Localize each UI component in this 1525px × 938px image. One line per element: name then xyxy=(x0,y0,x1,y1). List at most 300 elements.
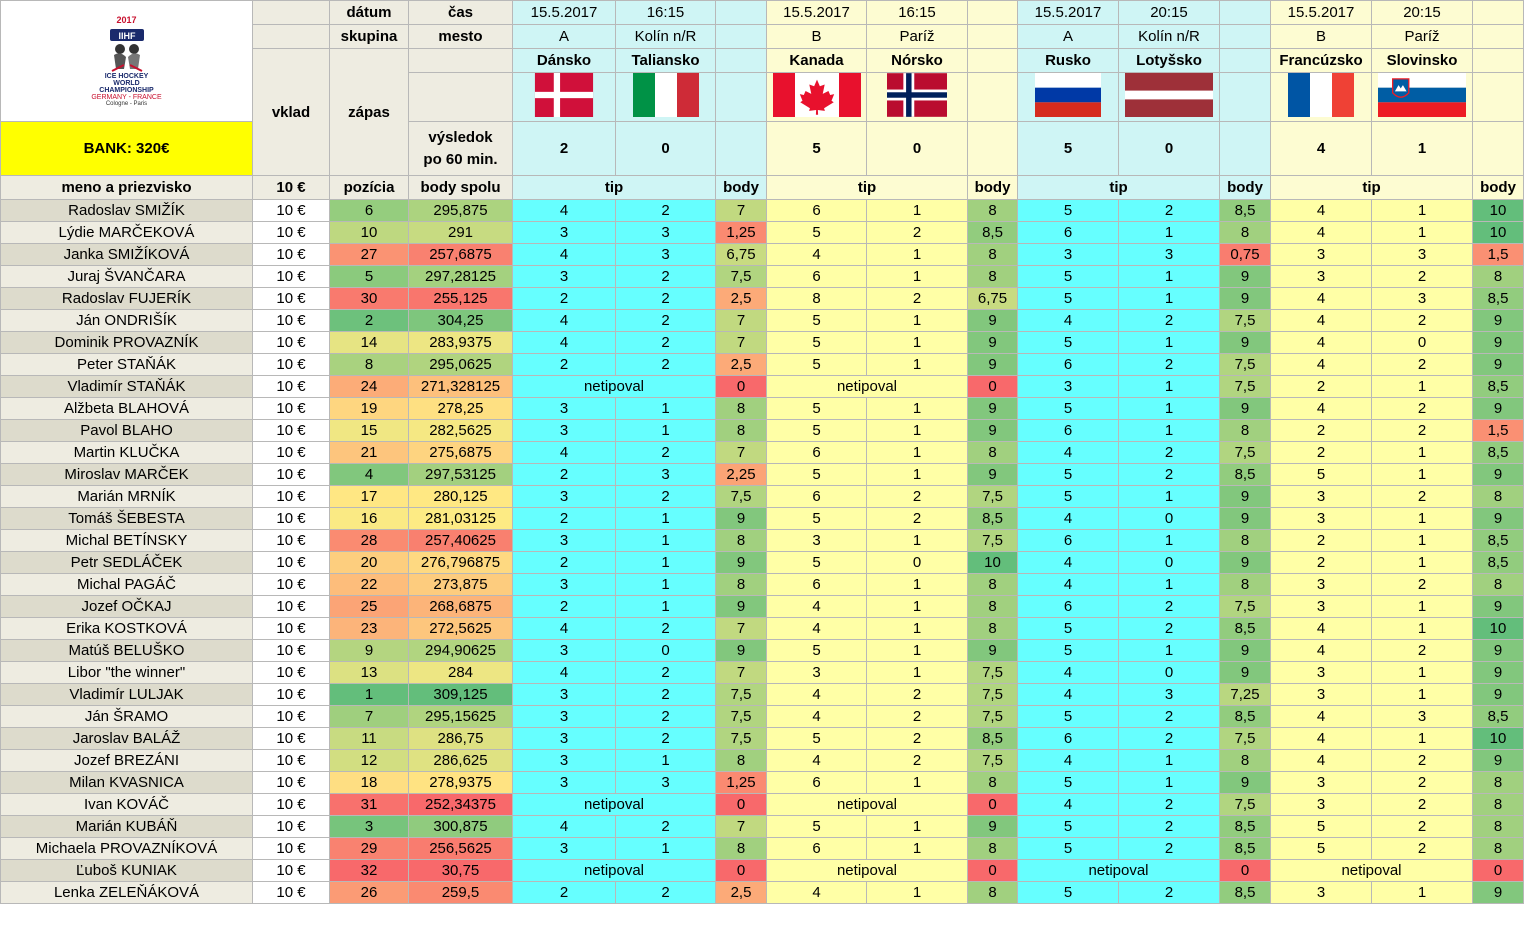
tip-home[interactable]: 2 xyxy=(1271,530,1372,552)
label-skupina[interactable]: skupina xyxy=(330,25,409,49)
tip-home[interactable]: 4 xyxy=(513,244,616,266)
tip-away[interactable]: 1 xyxy=(616,574,716,596)
col-header-name[interactable]: meno a priezvisko xyxy=(1,176,253,200)
tip-home[interactable]: 2 xyxy=(513,552,616,574)
tip-away[interactable]: 2 xyxy=(867,684,968,706)
player-name[interactable]: Ján ŠRAMO xyxy=(1,706,253,728)
tip-home[interactable]: 3 xyxy=(1271,596,1372,618)
home-flag-cell[interactable] xyxy=(513,73,616,122)
tip-home[interactable]: 6 xyxy=(1018,530,1119,552)
away-score[interactable]: 0 xyxy=(1119,122,1220,176)
player-stake[interactable]: 10 € xyxy=(253,882,330,904)
match-points[interactable]: 7,5 xyxy=(1220,596,1271,618)
tip-away[interactable]: 2 xyxy=(1372,266,1473,288)
tip-away[interactable]: 1 xyxy=(1119,640,1220,662)
player-total[interactable]: 300,875 xyxy=(409,816,513,838)
match-points[interactable]: 8,5 xyxy=(1220,618,1271,640)
tip-away[interactable]: 1 xyxy=(1119,486,1220,508)
match-points[interactable]: 7,5 xyxy=(1220,354,1271,376)
tip-away[interactable]: 1 xyxy=(1119,772,1220,794)
player-total[interactable]: 278,25 xyxy=(409,398,513,420)
match-points[interactable]: 8,5 xyxy=(1220,838,1271,860)
match-points[interactable]: 1,25 xyxy=(716,772,767,794)
match-points[interactable]: 1,5 xyxy=(1473,244,1524,266)
tip-home[interactable]: 3 xyxy=(513,398,616,420)
label-cas[interactable]: čas xyxy=(409,1,513,25)
tip-away[interactable]: 2 xyxy=(867,728,968,750)
player-total[interactable]: 255,125 xyxy=(409,288,513,310)
player-name[interactable]: Ľuboš KUNIAK xyxy=(1,860,253,882)
tip-away[interactable]: 2 xyxy=(1372,794,1473,816)
tip-home[interactable]: 4 xyxy=(1018,684,1119,706)
tip-away[interactable]: 2 xyxy=(616,816,716,838)
tip-away[interactable]: 3 xyxy=(1372,706,1473,728)
match-points[interactable]: 0,75 xyxy=(1220,244,1271,266)
label-datum[interactable]: dátum xyxy=(330,1,409,25)
match-points[interactable]: 8,5 xyxy=(1220,816,1271,838)
tip-home[interactable]: 3 xyxy=(513,266,616,288)
tip-away[interactable]: 2 xyxy=(616,662,716,684)
match-points[interactable]: 7,5 xyxy=(968,684,1018,706)
tip-away[interactable]: 1 xyxy=(1119,574,1220,596)
tip-away[interactable]: 2 xyxy=(616,882,716,904)
match-points[interactable]: 8 xyxy=(968,266,1018,288)
match-points[interactable]: 7,5 xyxy=(1220,794,1271,816)
tip-away[interactable]: 2 xyxy=(1119,728,1220,750)
match-points[interactable]: 9 xyxy=(1473,684,1524,706)
tip-home[interactable]: 5 xyxy=(1018,618,1119,640)
player-name[interactable]: Petr SEDLÁČEK xyxy=(1,552,253,574)
match-points[interactable]: 8,5 xyxy=(1220,464,1271,486)
col-header-tip[interactable]: tip xyxy=(1271,176,1473,200)
tip-home[interactable]: 2 xyxy=(1271,376,1372,398)
player-position[interactable]: 2 xyxy=(330,310,409,332)
no-tip[interactable]: netipoval xyxy=(1271,860,1473,882)
tip-away[interactable]: 2 xyxy=(1119,816,1220,838)
match-points[interactable]: 2,25 xyxy=(716,464,767,486)
player-name[interactable]: Matúš BELUŠKO xyxy=(1,640,253,662)
tip-home[interactable]: 5 xyxy=(767,310,867,332)
match-points[interactable]: 7,5 xyxy=(716,728,767,750)
match-time[interactable]: 20:15 xyxy=(1119,1,1220,25)
tip-away[interactable]: 1 xyxy=(1119,750,1220,772)
match-points[interactable]: 10 xyxy=(968,552,1018,574)
header-empty[interactable] xyxy=(253,25,330,49)
match-points[interactable]: 9 xyxy=(716,596,767,618)
tip-home[interactable]: 5 xyxy=(1018,486,1119,508)
match-points[interactable]: 9 xyxy=(968,640,1018,662)
tip-away[interactable]: 1 xyxy=(867,640,968,662)
match-points[interactable]: 9 xyxy=(716,552,767,574)
match-points[interactable]: 8,5 xyxy=(968,728,1018,750)
tip-away[interactable]: 1 xyxy=(1372,530,1473,552)
match-points[interactable]: 10 xyxy=(1473,618,1524,640)
player-stake[interactable]: 10 € xyxy=(253,706,330,728)
tip-home[interactable]: 4 xyxy=(513,816,616,838)
tip-away[interactable]: 2 xyxy=(1372,772,1473,794)
header-empty[interactable] xyxy=(1473,49,1524,73)
tip-home[interactable]: 5 xyxy=(767,420,867,442)
away-flag-cell[interactable] xyxy=(1372,73,1473,122)
player-stake[interactable]: 10 € xyxy=(253,508,330,530)
tip-home[interactable]: 4 xyxy=(1018,574,1119,596)
tip-home[interactable]: 3 xyxy=(1018,244,1119,266)
match-points[interactable]: 9 xyxy=(1473,640,1524,662)
player-stake[interactable]: 10 € xyxy=(253,772,330,794)
player-position[interactable]: 3 xyxy=(330,816,409,838)
player-position[interactable]: 25 xyxy=(330,596,409,618)
player-name[interactable]: Tomáš ŠEBESTA xyxy=(1,508,253,530)
tip-away[interactable]: 1 xyxy=(616,398,716,420)
tip-home[interactable]: 4 xyxy=(1271,310,1372,332)
tip-home[interactable]: 5 xyxy=(767,398,867,420)
tip-away[interactable]: 1 xyxy=(867,464,968,486)
tip-home[interactable]: 4 xyxy=(1271,288,1372,310)
tip-home[interactable]: 3 xyxy=(1271,684,1372,706)
match-points[interactable]: 9 xyxy=(968,310,1018,332)
tip-away[interactable]: 1 xyxy=(1372,200,1473,222)
tip-home[interactable]: 4 xyxy=(767,596,867,618)
player-stake[interactable]: 10 € xyxy=(253,420,330,442)
tip-away[interactable]: 1 xyxy=(867,332,968,354)
match-points[interactable]: 8,5 xyxy=(1473,552,1524,574)
tip-away[interactable]: 1 xyxy=(867,574,968,596)
match-points[interactable]: 9 xyxy=(1473,662,1524,684)
match-points[interactable]: 8,5 xyxy=(1473,288,1524,310)
match-points[interactable]: 0 xyxy=(968,794,1018,816)
home-team[interactable]: Kanada xyxy=(767,49,867,73)
header-empty[interactable] xyxy=(968,1,1018,25)
header-empty[interactable] xyxy=(968,122,1018,176)
tip-away[interactable]: 0 xyxy=(867,552,968,574)
tip-home[interactable]: 2 xyxy=(1271,420,1372,442)
tip-away[interactable]: 1 xyxy=(867,838,968,860)
match-points[interactable]: 8 xyxy=(1220,574,1271,596)
label-vklad[interactable]: vklad xyxy=(253,49,330,176)
tip-away[interactable]: 1 xyxy=(1372,882,1473,904)
tip-home[interactable]: 6 xyxy=(767,772,867,794)
tip-away[interactable]: 0 xyxy=(1119,552,1220,574)
match-points[interactable]: 9 xyxy=(716,508,767,530)
match-group[interactable]: B xyxy=(767,25,867,49)
tip-home[interactable]: 6 xyxy=(767,486,867,508)
tip-home[interactable]: 3 xyxy=(1271,574,1372,596)
col-header-total[interactable]: body spolu xyxy=(409,176,513,200)
tip-away[interactable]: 2 xyxy=(616,618,716,640)
tip-home[interactable]: 3 xyxy=(1271,244,1372,266)
player-name[interactable]: Lýdie MARČEKOVÁ xyxy=(1,222,253,244)
player-total[interactable]: 257,6875 xyxy=(409,244,513,266)
player-name[interactable]: Jozef OČKAJ xyxy=(1,596,253,618)
away-score[interactable]: 0 xyxy=(867,122,968,176)
player-position[interactable]: 30 xyxy=(330,288,409,310)
tip-away[interactable]: 2 xyxy=(616,200,716,222)
player-total[interactable]: 291 xyxy=(409,222,513,244)
home-score[interactable]: 4 xyxy=(1271,122,1372,176)
player-position[interactable]: 15 xyxy=(330,420,409,442)
player-total[interactable]: 256,5625 xyxy=(409,838,513,860)
player-stake[interactable]: 10 € xyxy=(253,464,330,486)
player-position[interactable]: 7 xyxy=(330,706,409,728)
tip-home[interactable]: 5 xyxy=(767,640,867,662)
match-points[interactable]: 8 xyxy=(716,574,767,596)
match-points[interactable]: 7,5 xyxy=(968,750,1018,772)
tip-away[interactable]: 2 xyxy=(1372,838,1473,860)
tip-home[interactable]: 4 xyxy=(1271,728,1372,750)
tip-away[interactable]: 1 xyxy=(867,310,968,332)
match-points[interactable]: 9 xyxy=(968,816,1018,838)
match-points[interactable]: 7 xyxy=(716,816,767,838)
home-team[interactable]: Rusko xyxy=(1018,49,1119,73)
tip-away[interactable]: 2 xyxy=(1119,882,1220,904)
match-points[interactable]: 1,25 xyxy=(716,222,767,244)
player-stake[interactable]: 10 € xyxy=(253,398,330,420)
no-tip[interactable]: netipoval xyxy=(767,794,968,816)
tip-away[interactable]: 2 xyxy=(1119,354,1220,376)
player-stake[interactable]: 10 € xyxy=(253,310,330,332)
tip-home[interactable]: 4 xyxy=(767,618,867,640)
col-header-stake[interactable]: 10 € xyxy=(253,176,330,200)
tip-home[interactable]: 5 xyxy=(1018,640,1119,662)
tip-home[interactable]: 4 xyxy=(513,332,616,354)
tip-away[interactable]: 0 xyxy=(1119,662,1220,684)
header-empty[interactable] xyxy=(716,122,767,176)
tip-away[interactable]: 2 xyxy=(1119,618,1220,640)
tip-away[interactable]: 3 xyxy=(1372,288,1473,310)
player-total[interactable]: 283,9375 xyxy=(409,332,513,354)
match-points[interactable]: 7,5 xyxy=(716,266,767,288)
match-points[interactable]: 9 xyxy=(1220,266,1271,288)
home-score[interactable]: 2 xyxy=(513,122,616,176)
header-empty[interactable] xyxy=(409,49,513,73)
tip-home[interactable]: 6 xyxy=(1018,728,1119,750)
match-points[interactable]: 0 xyxy=(1220,860,1271,882)
tip-away[interactable]: 1 xyxy=(867,244,968,266)
match-points[interactable]: 7 xyxy=(716,310,767,332)
match-group[interactable]: A xyxy=(1018,25,1119,49)
match-points[interactable]: 9 xyxy=(1220,486,1271,508)
match-points[interactable]: 8,5 xyxy=(1473,442,1524,464)
away-team[interactable]: Slovinsko xyxy=(1372,49,1473,73)
tip-away[interactable]: 2 xyxy=(1119,596,1220,618)
match-points[interactable]: 2,5 xyxy=(716,354,767,376)
home-score[interactable]: 5 xyxy=(767,122,867,176)
match-points[interactable]: 8 xyxy=(1220,420,1271,442)
player-stake[interactable]: 10 € xyxy=(253,640,330,662)
player-name[interactable]: Vladimír STAŇÁK xyxy=(1,376,253,398)
match-points[interactable]: 8 xyxy=(1473,838,1524,860)
match-points[interactable]: 1,5 xyxy=(1473,420,1524,442)
match-points[interactable]: 8 xyxy=(968,838,1018,860)
tip-home[interactable]: 5 xyxy=(1018,706,1119,728)
tip-home[interactable]: 5 xyxy=(1271,838,1372,860)
tip-home[interactable]: 4 xyxy=(767,244,867,266)
no-tip[interactable]: netipoval xyxy=(767,860,968,882)
player-position[interactable]: 14 xyxy=(330,332,409,354)
match-points[interactable]: 8,5 xyxy=(1220,706,1271,728)
tip-home[interactable]: 6 xyxy=(1018,354,1119,376)
match-points[interactable]: 9 xyxy=(1473,464,1524,486)
match-points[interactable]: 6,75 xyxy=(716,244,767,266)
match-points[interactable]: 2,5 xyxy=(716,882,767,904)
match-points[interactable]: 8 xyxy=(716,750,767,772)
player-total[interactable]: 304,25 xyxy=(409,310,513,332)
player-total[interactable]: 271,328125 xyxy=(409,376,513,398)
tip-home[interactable]: 3 xyxy=(1271,794,1372,816)
tip-home[interactable]: 6 xyxy=(767,838,867,860)
no-tip[interactable]: netipoval xyxy=(767,376,968,398)
no-tip[interactable]: netipoval xyxy=(513,794,716,816)
tip-home[interactable]: 4 xyxy=(1018,794,1119,816)
match-points[interactable]: 9 xyxy=(1220,552,1271,574)
player-stake[interactable]: 10 € xyxy=(253,728,330,750)
match-points[interactable]: 7,5 xyxy=(716,684,767,706)
tip-away[interactable]: 2 xyxy=(616,442,716,464)
tip-home[interactable]: 8 xyxy=(767,288,867,310)
match-points[interactable]: 9 xyxy=(968,420,1018,442)
match-points[interactable]: 7,5 xyxy=(1220,310,1271,332)
header-empty[interactable] xyxy=(716,73,767,122)
match-points[interactable]: 0 xyxy=(1473,860,1524,882)
home-team[interactable]: Francúzsko xyxy=(1271,49,1372,73)
match-points[interactable]: 2,5 xyxy=(716,288,767,310)
match-points[interactable]: 9 xyxy=(1473,398,1524,420)
match-points[interactable]: 8 xyxy=(968,882,1018,904)
player-total[interactable]: 257,40625 xyxy=(409,530,513,552)
header-empty[interactable] xyxy=(1220,49,1271,73)
tip-home[interactable]: 5 xyxy=(767,816,867,838)
tip-away[interactable]: 1 xyxy=(867,596,968,618)
tip-away[interactable]: 1 xyxy=(1372,442,1473,464)
match-date[interactable]: 15.5.2017 xyxy=(513,1,616,25)
match-points[interactable]: 0 xyxy=(968,376,1018,398)
match-points[interactable]: 9 xyxy=(1473,596,1524,618)
header-empty[interactable] xyxy=(1220,25,1271,49)
tip-away[interactable]: 1 xyxy=(867,442,968,464)
tip-away[interactable]: 2 xyxy=(616,266,716,288)
match-points[interactable]: 8 xyxy=(1473,816,1524,838)
match-points[interactable]: 0 xyxy=(968,860,1018,882)
tip-home[interactable]: 6 xyxy=(1018,420,1119,442)
label-zapas[interactable]: zápas xyxy=(330,49,409,176)
match-points[interactable]: 8 xyxy=(968,618,1018,640)
tip-away[interactable]: 2 xyxy=(867,222,968,244)
tip-away[interactable]: 1 xyxy=(867,266,968,288)
player-stake[interactable]: 10 € xyxy=(253,838,330,860)
match-city[interactable]: Kolín n/R xyxy=(616,25,716,49)
tip-away[interactable]: 2 xyxy=(867,750,968,772)
match-points[interactable]: 7,5 xyxy=(716,486,767,508)
match-points[interactable]: 7,5 xyxy=(1220,442,1271,464)
tip-away[interactable]: 1 xyxy=(616,838,716,860)
tip-home[interactable]: 5 xyxy=(767,728,867,750)
tip-away[interactable]: 3 xyxy=(616,222,716,244)
match-points[interactable]: 9 xyxy=(1473,354,1524,376)
away-flag-cell[interactable] xyxy=(1119,73,1220,122)
player-position[interactable]: 27 xyxy=(330,244,409,266)
header-empty[interactable] xyxy=(1473,25,1524,49)
match-group[interactable]: B xyxy=(1271,25,1372,49)
tip-home[interactable]: 4 xyxy=(767,750,867,772)
match-points[interactable]: 7,5 xyxy=(968,530,1018,552)
player-name[interactable]: Jozef BREZÁNI xyxy=(1,750,253,772)
tip-home[interactable]: 5 xyxy=(767,508,867,530)
tip-away[interactable]: 1 xyxy=(867,200,968,222)
player-stake[interactable]: 10 € xyxy=(253,816,330,838)
tip-home[interactable]: 3 xyxy=(513,420,616,442)
player-position[interactable]: 16 xyxy=(330,508,409,530)
player-position[interactable]: 8 xyxy=(330,354,409,376)
tip-away[interactable]: 0 xyxy=(1119,508,1220,530)
tip-home[interactable]: 3 xyxy=(767,662,867,684)
header-empty[interactable] xyxy=(968,73,1018,122)
tip-home[interactable]: 5 xyxy=(1018,816,1119,838)
player-stake[interactable]: 10 € xyxy=(253,860,330,882)
match-city[interactable]: Paríž xyxy=(867,25,968,49)
header-empty[interactable] xyxy=(968,25,1018,49)
player-total[interactable]: 282,5625 xyxy=(409,420,513,442)
player-total[interactable]: 286,75 xyxy=(409,728,513,750)
player-total[interactable]: 278,9375 xyxy=(409,772,513,794)
match-time[interactable]: 16:15 xyxy=(867,1,968,25)
header-empty[interactable] xyxy=(1473,73,1524,122)
match-date[interactable]: 15.5.2017 xyxy=(1271,1,1372,25)
tip-away[interactable]: 3 xyxy=(616,772,716,794)
away-flag-cell[interactable] xyxy=(616,73,716,122)
tip-home[interactable]: 4 xyxy=(1271,222,1372,244)
no-tip[interactable]: netipoval xyxy=(513,376,716,398)
player-name[interactable]: Michal PAGÁČ xyxy=(1,574,253,596)
player-position[interactable]: 23 xyxy=(330,618,409,640)
tip-away[interactable]: 1 xyxy=(1119,288,1220,310)
tip-away[interactable]: 1 xyxy=(616,596,716,618)
match-points[interactable]: 10 xyxy=(1473,200,1524,222)
tip-home[interactable]: 5 xyxy=(767,552,867,574)
tip-away[interactable]: 1 xyxy=(616,552,716,574)
player-name[interactable]: Peter STAŇÁK xyxy=(1,354,253,376)
player-name[interactable]: Radoslav FUJERÍK xyxy=(1,288,253,310)
match-points[interactable]: 9 xyxy=(968,354,1018,376)
player-name[interactable]: Marián KUBÁŇ xyxy=(1,816,253,838)
tip-away[interactable]: 2 xyxy=(1372,640,1473,662)
player-stake[interactable]: 10 € xyxy=(253,530,330,552)
match-points[interactable]: 8 xyxy=(1473,266,1524,288)
match-points[interactable]: 0 xyxy=(716,860,767,882)
player-position[interactable]: 29 xyxy=(330,838,409,860)
tip-home[interactable]: 3 xyxy=(513,486,616,508)
player-name[interactable]: Miroslav MARČEK xyxy=(1,464,253,486)
tip-home[interactable]: 4 xyxy=(1271,618,1372,640)
player-position[interactable]: 28 xyxy=(330,530,409,552)
player-position[interactable]: 31 xyxy=(330,794,409,816)
player-stake[interactable]: 10 € xyxy=(253,618,330,640)
match-points[interactable]: 9 xyxy=(1473,310,1524,332)
player-position[interactable]: 4 xyxy=(330,464,409,486)
player-total[interactable]: 280,125 xyxy=(409,486,513,508)
player-position[interactable]: 9 xyxy=(330,640,409,662)
tip-away[interactable]: 1 xyxy=(867,816,968,838)
match-points[interactable]: 9 xyxy=(968,332,1018,354)
tip-away[interactable]: 2 xyxy=(1372,816,1473,838)
tip-home[interactable]: 3 xyxy=(1271,662,1372,684)
tip-away[interactable]: 1 xyxy=(1372,376,1473,398)
tip-away[interactable]: 1 xyxy=(1119,266,1220,288)
tip-home[interactable]: 3 xyxy=(513,222,616,244)
player-total[interactable]: 297,28125 xyxy=(409,266,513,288)
match-points[interactable]: 9 xyxy=(1473,508,1524,530)
tip-home[interactable]: 3 xyxy=(1271,772,1372,794)
tip-home[interactable]: 4 xyxy=(767,882,867,904)
